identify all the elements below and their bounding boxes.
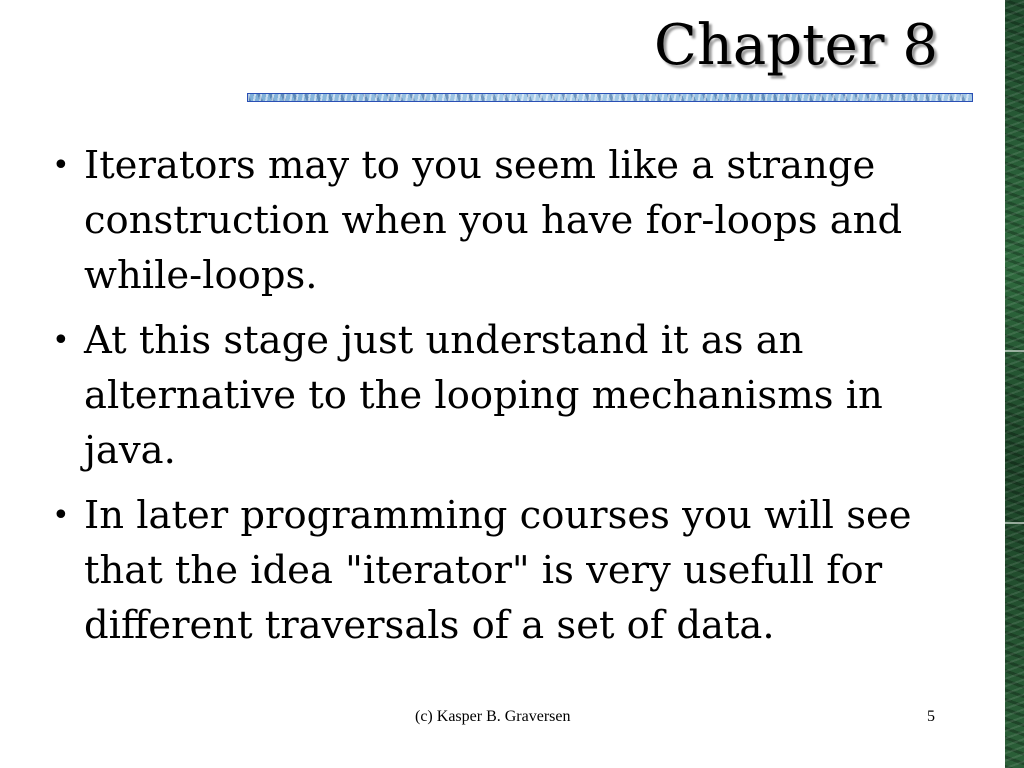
bullet-text: At this stage just understand it as an alternative to the looping mechanisms in java. (84, 318, 883, 473)
page-number: 5 (927, 708, 935, 725)
strip-notch (1005, 350, 1024, 352)
bullet-text: Iterators may to you seem like a strange construction when you have for-loops and while-loops. (84, 143, 903, 298)
bullet-item (50, 138, 980, 303)
slide-title: Chapter 8 (654, 13, 938, 78)
bullet-item (50, 488, 980, 653)
strip-notch (1005, 522, 1024, 524)
footer-author: (c) Kasper B. Graversen (415, 708, 571, 725)
bullet-list (50, 138, 980, 663)
bullet-item (50, 313, 980, 478)
decorative-side-strip (1005, 0, 1024, 768)
bullet-text: In later programming courses you will see that the idea "iterator" is very usefull for different traversals of a set of data. (84, 493, 912, 648)
bullet-dot-icon: • (52, 148, 70, 183)
title-underline-bar (247, 93, 973, 102)
slide-footer (0, 708, 1024, 730)
bullet-dot-icon: • (52, 323, 70, 358)
bullet-dot-icon: • (52, 498, 70, 533)
